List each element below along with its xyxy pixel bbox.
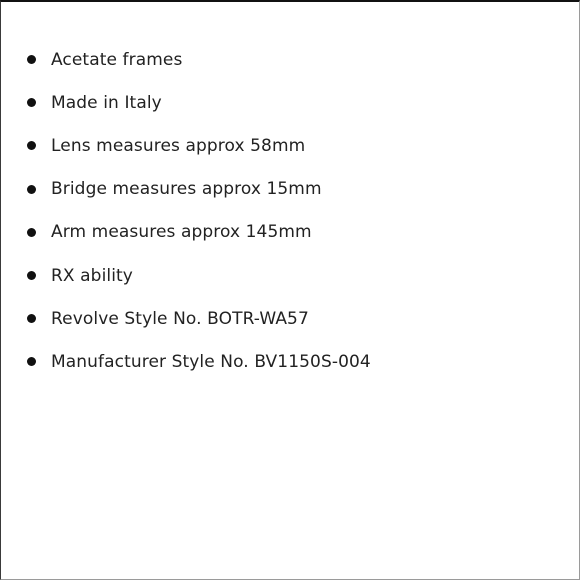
- bullet-icon: [27, 141, 36, 150]
- bullet-icon: [27, 271, 36, 280]
- list-item: [27, 38, 567, 81]
- detail-text: Revolve Style No. BOTR-WA57: [51, 308, 309, 329]
- product-details-list: [27, 38, 567, 384]
- bullet-icon: [27, 357, 36, 366]
- bullet-icon: [27, 98, 36, 107]
- detail-text: RX ability: [51, 265, 133, 286]
- detail-text: Bridge measures approx 15mm: [51, 179, 322, 200]
- detail-text: Acetate frames: [51, 49, 183, 70]
- detail-text: Lens measures approx 58mm: [51, 135, 306, 156]
- bullet-icon: [27, 314, 36, 323]
- bullet-icon: [27, 55, 36, 64]
- list-item: [27, 340, 567, 383]
- list-item: [27, 254, 567, 297]
- list-item: [27, 168, 567, 211]
- bullet-icon: [27, 185, 36, 194]
- detail-text: Made in Italy: [51, 92, 162, 113]
- detail-text: Arm measures approx 145mm: [51, 222, 312, 243]
- list-item: [27, 81, 567, 124]
- list-item: [27, 297, 567, 340]
- bullet-icon: [27, 228, 36, 237]
- detail-text: Manufacturer Style No. BV1150S-004: [51, 351, 371, 372]
- list-item: [27, 124, 567, 167]
- list-item: [27, 211, 567, 254]
